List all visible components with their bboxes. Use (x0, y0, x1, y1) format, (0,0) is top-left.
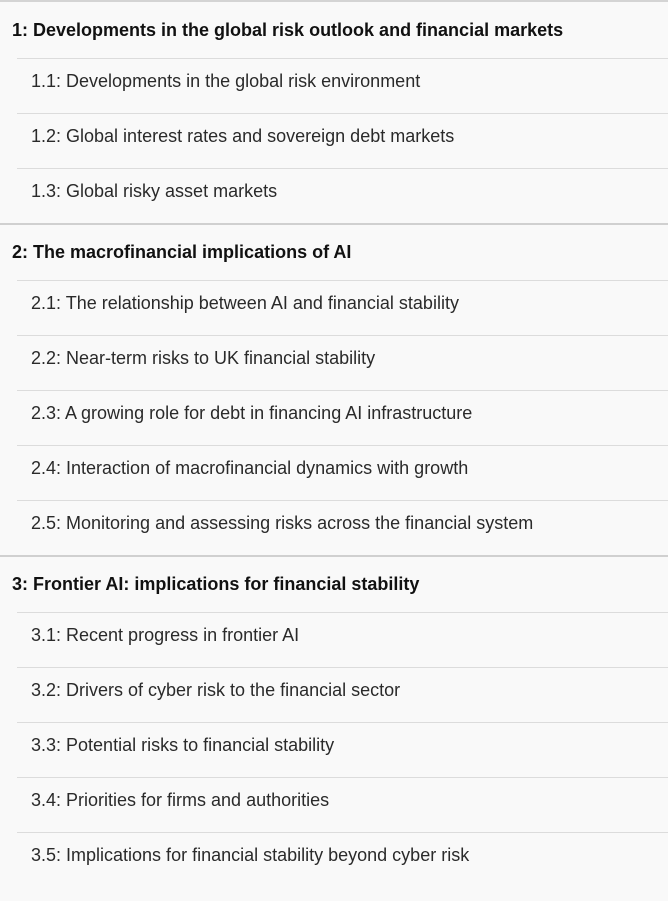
toc-section-3 (0, 555, 668, 887)
toc-item[interactable]: 1.2: Global interest rates and sovereign debt markets (17, 113, 668, 168)
toc-item[interactable]: 2.4: Interaction of macrofinancial dynamics with growth (17, 445, 668, 500)
toc-item[interactable]: 1.1: Developments in the global risk environment (17, 58, 668, 113)
toc-section-title[interactable]: 2: The macrofinancial implications of AI (0, 223, 668, 280)
toc-item[interactable]: 2.2: Near-term risks to UK financial stability (17, 335, 668, 390)
toc-item[interactable]: 2.3: A growing role for debt in financing AI infrastructure (17, 390, 668, 445)
toc-section-title[interactable]: 1: Developments in the global risk outlook and financial markets (12, 20, 564, 40)
toc-item[interactable]: 2.5: Monitoring and assessing risks across the financial system (17, 500, 668, 555)
toc-item[interactable]: 3.4: Priorities for firms and authorities (17, 777, 668, 832)
toc-item[interactable]: 3.1: Recent progress in frontier AI (17, 612, 668, 667)
toc-item[interactable]: 3.3: Potential risks to financial stability (17, 722, 668, 777)
toc-section-title[interactable]: 3: Frontier AI: implications for financial stability (0, 555, 668, 612)
toc-item[interactable]: 3.2: Drivers of cyber risk to the financial sector (17, 667, 668, 722)
toc-item[interactable]: 2.1: The relationship between AI and financial stability (17, 280, 668, 335)
toc-item[interactable]: 3.5: Implications for financial stability beyond cyber risk (17, 832, 668, 887)
toc-item[interactable]: 1.3: Global risky asset markets (17, 168, 668, 223)
toc-section-2 (0, 223, 668, 555)
toc-section-1 (0, 2, 668, 223)
